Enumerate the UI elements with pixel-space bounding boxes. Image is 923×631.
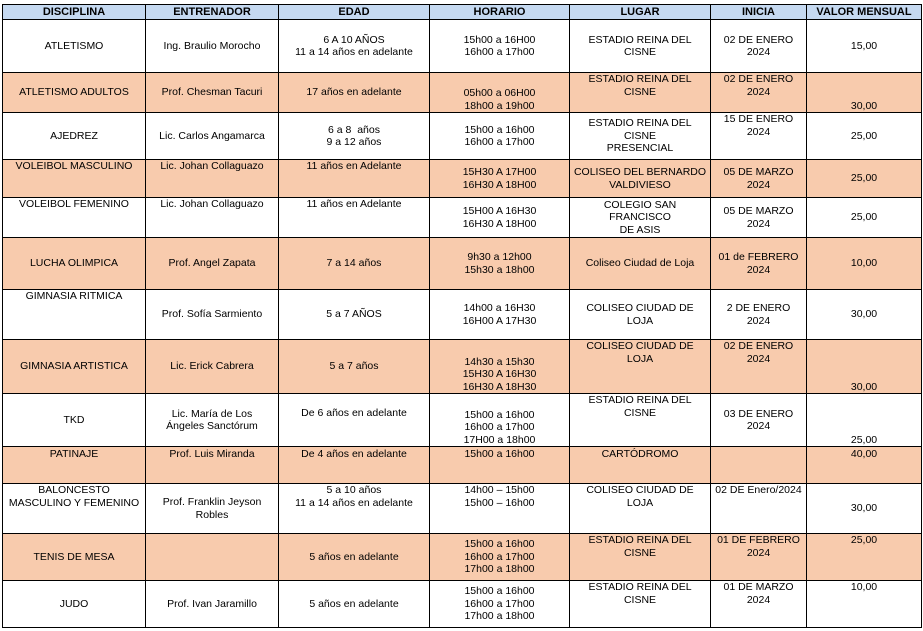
edad-cell: 5 a 10 años 11 a 14 años en adelante [279,484,430,534]
lugar-cell: COLEGIO SAN FRANCISCO DE ASIS [570,198,711,238]
entrenador-cell: Lic. María de Los Ángeles Sanctórum [146,394,279,447]
horario-cell: 15h00 a 16h00 16h00 a 17h00 17h00 a 18h00 [430,581,570,628]
valor-cell: 25,00 [807,394,922,447]
entrenador-cell: Prof. Franklin Jeyson Robles [146,484,279,534]
edad-cell: 11 años en Adelante [279,160,430,198]
lugar-cell: ESTADIO REINA DEL CISNE [570,73,711,113]
table-row [3,198,922,238]
valor-cell: 15,00 [807,20,922,73]
header-edad: EDAD [279,5,430,20]
table-row [3,447,922,484]
header-disciplina: DISCIPLINA [3,5,146,20]
disciplina-cell: VOLEIBOL MASCULINO [3,160,146,198]
entrenador-cell: Prof. Chesman Tacuri [146,73,279,113]
inicia-cell: 15 DE ENERO 2024 [711,113,807,160]
inicia-cell [711,447,807,484]
header-entrenador: ENTRENADOR [146,5,279,20]
horario-cell: 15h00 a 16H00 16h00 a 17h00 [430,20,570,73]
disciplina-cell: VOLEIBOL FEMENINO [3,198,146,238]
lugar-cell: ESTADIO REINA DEL CISNE [570,20,711,73]
header-inicia: INICIA [711,5,807,20]
entrenador-cell: Lic. Johan Collaguazo [146,160,279,198]
disciplina-cell: JUDO [3,581,146,628]
table-row [3,394,922,447]
schedule-table [2,4,922,628]
valor-cell: 30,00 [807,290,922,340]
lugar-cell: ESTADIO REINA DEL CISNE [570,534,711,581]
inicia-cell: 05 DE MARZO 2024 [711,160,807,198]
edad-cell: 6 a 8 años 9 a 12 años [279,113,430,160]
valor-cell: 25,00 [807,198,922,238]
entrenador-cell: Lic. Johan Collaguazo [146,198,279,238]
horario-cell: 14h00 a 16H30 16H00 A 17H30 [430,290,570,340]
edad-cell: 5 años en adelante [279,581,430,628]
entrenador-cell: Prof. Angel Zapata [146,238,279,290]
table-row [3,290,922,340]
inicia-cell: 02 DE ENERO 2024 [711,340,807,394]
edad-cell: 7 a 14 años [279,238,430,290]
disciplina-cell: GIMNASIA ARTISTICA [3,340,146,394]
horario-cell: 15h00 a 16h00 16h00 a 17h00 17H00 a 18h00 [430,394,570,447]
valor-cell: 10,00 [807,581,922,628]
inicia-cell: 02 DE Enero/2024 [711,484,807,534]
disciplina-cell: TENIS DE MESA [3,534,146,581]
table-row [3,238,922,290]
edad-cell: 5 a 7 años [279,340,430,394]
table-row [3,581,922,628]
inicia-cell: 02 DE ENERO 2024 [711,73,807,113]
horario-cell: 05h00 a 06H00 18h00 a 19h00 [430,73,570,113]
lugar-cell: COLISEO CIUDAD DE LOJA [570,290,711,340]
edad-cell: De 6 años en adelante [279,394,430,447]
horario-cell: 15H30 A 17H00 16H30 A 18H00 [430,160,570,198]
table-row [3,340,922,394]
lugar-cell: ESTADIO REINA DEL CISNE [570,581,711,628]
entrenador-cell: Prof. Sofía Sarmiento [146,290,279,340]
entrenador-cell: Lic. Carlos Angamarca [146,113,279,160]
edad-cell: 5 años en adelante [279,534,430,581]
header-valor-mensual: VALOR MENSUAL [807,5,922,20]
horario-cell: 15h00 a 16h00 16h00 a 17h00 17h00 a 18h00 [430,534,570,581]
valor-cell: 25,00 [807,113,922,160]
valor-cell: 30,00 [807,73,922,113]
entrenador-cell: Prof. Luis Miranda [146,447,279,484]
inicia-cell: 01 DE MARZO 2024 [711,581,807,628]
horario-cell: 14h30 a 15h30 15H30 A 16H30 16H30 A 18H30 [430,340,570,394]
disciplina-cell: BALONCESTO MASCULINO Y FEMENINO [3,484,146,534]
edad-cell: 11 años en Adelante [279,198,430,238]
horario-cell: 9h30 a 12h00 15h30 a 18h00 [430,238,570,290]
lugar-cell: COLISEO CIUDAD DE LOJA [570,340,711,394]
valor-cell: 30,00 [807,484,922,534]
horario-cell: 15h00 a 16h00 16h00 a 17h00 [430,113,570,160]
entrenador-cell: Lic. Erick Cabrera [146,340,279,394]
horario-cell: 15h00 a 16h00 [430,447,570,484]
entrenador-cell [146,534,279,581]
header-lugar: LUGAR [570,5,711,20]
lugar-cell: ESTADIO REINA DEL CISNE [570,394,711,447]
entrenador-cell: Prof. Ivan Jaramillo [146,581,279,628]
table-row [3,20,922,73]
valor-cell: 40,00 [807,447,922,484]
disciplina-cell: LUCHA OLIMPICA [3,238,146,290]
entrenador-cell: Ing. Braulio Morocho [146,20,279,73]
header-horario: HORARIO [430,5,570,20]
table-row [3,484,922,534]
lugar-cell: COLISEO CIUDAD DE LOJA [570,484,711,534]
horario-cell: 14h00 – 15h00 15h00 – 16h00 [430,484,570,534]
edad-cell: 5 a 7 AÑOS [279,290,430,340]
inicia-cell: 01 DE FEBRERO 2024 [711,534,807,581]
horario-cell: 15H00 A 16H30 16H30 A 18H00 [430,198,570,238]
inicia-cell: 01 de FEBRERO 2024 [711,238,807,290]
disciplina-cell: TKD [3,394,146,447]
edad-cell: 17 años en adelante [279,73,430,113]
lugar-cell: CARTÓDROMO [570,447,711,484]
disciplina-cell: PATINAJE [3,447,146,484]
lugar-cell: ESTADIO REINA DEL CISNE PRESENCIAL [570,113,711,160]
table-row [3,73,922,113]
lugar-cell: Coliseo Ciudad de Loja [570,238,711,290]
disciplina-cell: GIMNASIA RITMICA [3,290,146,340]
inicia-cell: 2 DE ENERO 2024 [711,290,807,340]
inicia-cell: 03 DE ENERO 2024 [711,394,807,447]
disciplina-cell: ATLETISMO ADULTOS [3,73,146,113]
valor-cell: 25,00 [807,534,922,581]
lugar-cell: COLISEO DEL BERNARDO VALDIVIESO [570,160,711,198]
header-row [3,5,922,20]
disciplina-cell: ATLETISMO [3,20,146,73]
disciplina-cell: AJEDREZ [3,113,146,160]
table-row [3,534,922,581]
edad-cell: De 4 años en adelante [279,447,430,484]
table-row [3,113,922,160]
valor-cell: 10,00 [807,238,922,290]
inicia-cell: 02 DE ENERO 2024 [711,20,807,73]
inicia-cell: 05 DE MARZO 2024 [711,198,807,238]
table-row [3,160,922,198]
edad-cell: 6 A 10 AÑOS 11 a 14 años en adelante [279,20,430,73]
valor-cell: 25,00 [807,160,922,198]
valor-cell: 30,00 [807,340,922,394]
